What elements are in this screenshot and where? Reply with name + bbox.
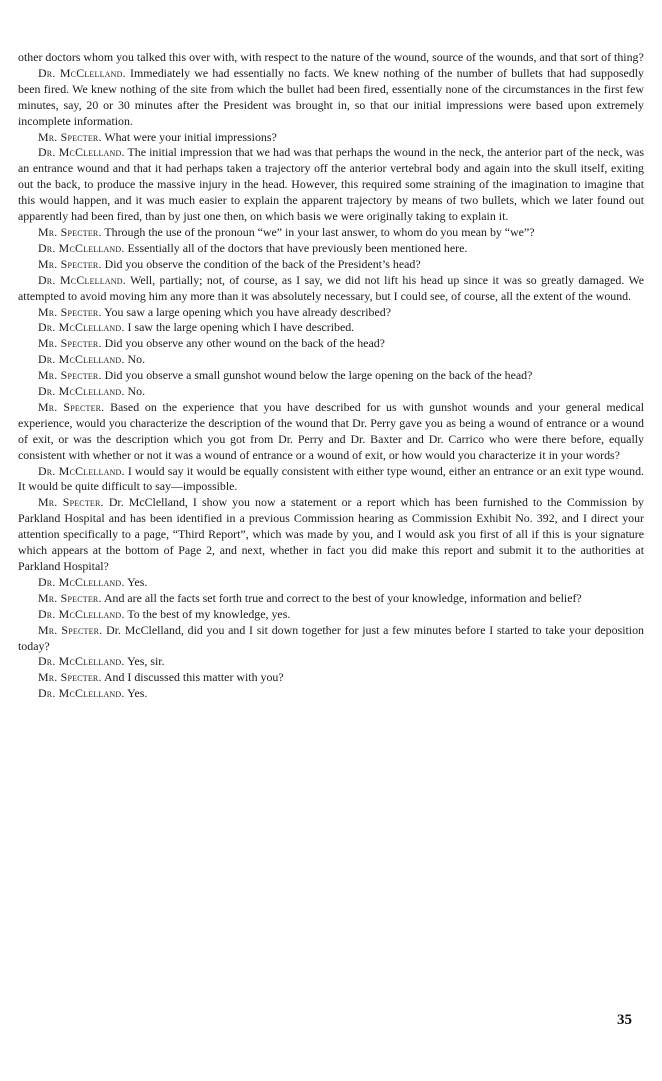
transcript-paragraph — [18, 225, 644, 241]
transcript-paragraph — [18, 575, 644, 591]
transcript-paragraph — [18, 130, 644, 146]
speaker-name: Dr. McClelland. — [38, 574, 125, 589]
speaker-name: Dr. McClelland. — [38, 463, 125, 478]
transcript-body — [18, 50, 644, 702]
speaker-name: Dr. McClelland. — [38, 352, 125, 367]
speaker-name: Dr. McClelland. — [38, 65, 126, 80]
transcript-paragraph — [18, 273, 644, 305]
transcript-paragraph — [18, 686, 644, 702]
speaker-name: Mr. Specter. — [38, 590, 102, 605]
transcript-paragraph — [18, 623, 644, 655]
paragraph-text: I saw the large opening which I have described. — [127, 320, 355, 335]
speaker-name: Mr. Specter. — [38, 670, 102, 685]
paragraph-text: Did you observe a small gunshot wound below the large opening on the back of the head? — [104, 368, 533, 383]
speaker-name: Mr. Specter. — [38, 224, 102, 239]
paragraph-text: Yes. — [127, 574, 148, 589]
paragraph-text: No. — [127, 384, 146, 399]
transcript-paragraph — [18, 352, 644, 368]
speaker-name: Dr. McClelland. — [38, 272, 126, 287]
speaker-name: Dr. McClelland. — [38, 320, 125, 335]
paragraph-text: Essentially all of the doctors that have previously been mentioned here. — [127, 240, 468, 255]
speaker-name: Dr. McClelland. — [38, 686, 125, 701]
speaker-name: Mr. Specter. — [38, 336, 102, 351]
transcript-paragraph — [18, 607, 644, 623]
paragraph-text: Dr. McClelland, did you and I sit down together for just a few minutes before I started to take your deposition today? — [18, 622, 644, 653]
speaker-name: Dr. McClelland. — [38, 145, 125, 160]
paragraph-text: Yes, sir. — [127, 654, 165, 669]
transcript-paragraph — [18, 50, 644, 66]
transcript-paragraph — [18, 320, 644, 336]
paragraph-text: You saw a large opening which you have already described? — [104, 304, 391, 319]
paragraph-text: No. — [127, 352, 146, 367]
transcript-paragraph — [18, 305, 644, 321]
paragraph-text: To the best of my knowledge, yes. — [127, 606, 291, 621]
speaker-name: Dr. McClelland. — [38, 240, 125, 255]
speaker-name: Dr. McClelland. — [38, 606, 125, 621]
transcript-paragraph — [18, 384, 644, 400]
speaker-name: Mr. Specter. — [38, 256, 102, 271]
speaker-name: Mr. Specter. — [38, 622, 103, 637]
transcript-paragraph — [18, 241, 644, 257]
transcript-paragraph — [18, 464, 644, 496]
paragraph-text: And I discussed this matter with you? — [103, 670, 284, 685]
paragraph-text: What were your initial impressions? — [104, 129, 277, 144]
paragraph-text: Through the use of the pronoun “we” in your last answer, to whom do you mean by “we”? — [104, 224, 535, 239]
paragraph-text: Immediately we had essentially no facts. We knew nothing of the number of bullets that had supposedly been fired. We knew nothing of the site from which the bullet had been fired, essentially none of the circumstances in the first few minutes, say, 20 or 30 minutes after the President was brought in, so that our initial impressions were based upon extremely incomplete information. — [18, 65, 644, 128]
transcript-paragraph — [18, 368, 644, 384]
page-number: 35 — [617, 1012, 632, 1028]
speaker-name: Mr. Specter. — [38, 399, 105, 414]
transcript-paragraph — [18, 495, 644, 575]
paragraph-text: Well, partially; not, of course, as I say, we did not lift his head up since it was so greatly damaged. We attempted to avoid moving him any more than it was absolutely necessary, but I could see, of course, all the extent of the wound. — [18, 272, 644, 303]
speaker-name: Dr. McClelland. — [38, 384, 125, 399]
paragraph-text: other doctors whom you talked this over with, with respect to the nature of the wound, source of the wounds, and that sort of thing? — [18, 50, 644, 64]
paragraph-text: The initial impression that we had was that perhaps the wound in the neck, the anterior part of the neck, was an entrance wound and that it had perhaps taken a trajectory off the anterior vertebral body and again into the skull itself, exiting out the back, to produce the massive injury in the head. However, this required some straining of the imagination to imagine that this would happen, and it was much easier to explain the apparent trajectory by means of two bullets, which we later found out apparently had been fired, than by just one then, on which basis we were originally taking to explain it. — [18, 145, 644, 224]
speaker-name: Mr. Specter. — [38, 129, 102, 144]
paragraph-text: I would say it would be equally consistent with either type wound, either an entrance or an exit type wound. It would be quite difficult to say—impossible. — [18, 463, 644, 494]
transcript-paragraph — [18, 336, 644, 352]
transcript-paragraph — [18, 591, 644, 607]
transcript-paragraph — [18, 145, 644, 225]
paragraph-text: Did you observe any other wound on the back of the head? — [104, 336, 385, 351]
transcript-paragraph — [18, 66, 644, 130]
speaker-name: Mr. Specter. — [38, 368, 102, 383]
paragraph-text: Based on the experience that you have described for us with gunshot wounds and your general medical experience, would you characterize the description of the wound that Dr. Perry gave you as being a wound of entrance or a wound of exit, or was the description which you got from Dr. Perry and Dr. Baxter and Dr. Carrico who were there before, equally consistent with whether or not it was a wound of entrance or a wound of exit, or how would you characterize it in your words? — [18, 399, 644, 462]
transcript-paragraph — [18, 654, 644, 670]
paragraph-text: And are all the facts set forth true and correct to the best of your knowledge, information and belief? — [103, 590, 582, 605]
paragraph-text: Dr. McClelland, I show you now a statement or a report which has been furnished to the Commission by Parkland Hospital and has been identified in a previous Commission hearing as Commission Exhibit No. 392, and I direct your attention specifically to a page, “Third Report”, which was made by you, and I would ask you first of all if this is your signature which appears at the bottom of Page 2, and next, whether in fact you did make this report and submit it to the authorities at Parkland Hospital? — [18, 495, 644, 573]
speaker-name: Mr. Specter. — [38, 304, 102, 319]
paragraph-text: Yes. — [127, 686, 148, 701]
transcript-paragraph — [18, 400, 644, 464]
speaker-name: Mr. Specter. — [38, 495, 104, 510]
paragraph-text: Did you observe the condition of the back of the President’s head? — [104, 256, 421, 271]
speaker-name: Dr. McClelland. — [38, 654, 125, 669]
transcript-paragraph — [18, 670, 644, 686]
transcript-paragraph — [18, 257, 644, 273]
